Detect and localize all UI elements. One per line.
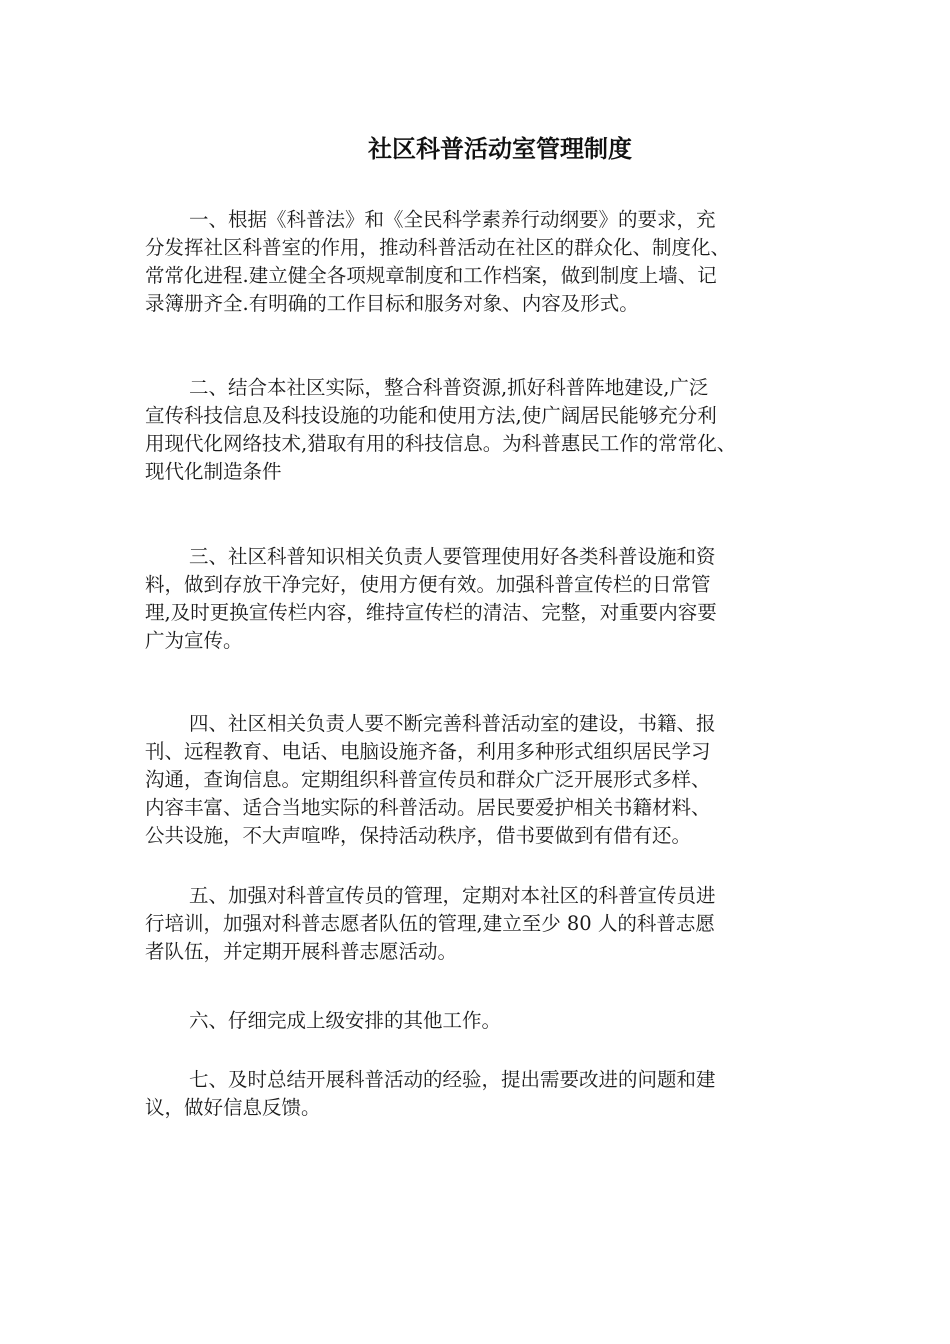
- paragraph-line: 沟通，查询信息。定期组织科普宣传员和群众广泛开展形式多样、: [145, 768, 711, 791]
- paragraph-line: 常常化进程.建立健全各项规章制度和工作档案，做到制度上墙、记: [145, 264, 717, 287]
- paragraph-line: 议，做好信息反馈。: [145, 1096, 321, 1119]
- paragraph-line: 广为宣传。: [145, 629, 243, 652]
- paragraph-line: 三、社区科普知识相关负责人要管理使用好各类科普设施和资: [189, 545, 716, 568]
- paragraph-1: [145, 204, 815, 316]
- paragraph-line: 分发挥社区科普室的作用，推动科普活动在社区的群众化、制度化、: [145, 236, 731, 259]
- paragraph-line: 内容丰富、适合当地实际的科普活动。居民要爱护相关书籍材料、: [145, 796, 711, 819]
- paragraph-line: 者队伍，并定期开展科普志愿活动。: [145, 940, 458, 963]
- paragraph-line: 录簿册齐全.有明确的工作目标和服务对象、内容及形式。: [145, 292, 639, 315]
- paragraph-line: 宣传科技信息及科技设施的功能和使用方法,使广阔居民能够充分利: [145, 404, 717, 427]
- paragraph-2: [145, 372, 815, 484]
- paragraph-line: 六、仔细完成上级安排的其他工作。: [189, 1009, 502, 1032]
- paragraph-line: 理,及时更换宣传栏内容，维持宣传栏的清洁、完整，对重要内容要: [145, 601, 717, 624]
- paragraph-line: 用现代化网络技术,猎取有用的科技信息。为科普惠民工作的常常化、: [145, 432, 737, 455]
- paragraph-3: [145, 541, 815, 653]
- paragraph-line: 刊、远程教育、电话、电脑设施齐备，利用多种形式组织居民学习: [145, 740, 711, 763]
- paragraph-line: 五、加强对科普宣传员的管理，定期对本社区的科普宣传员进: [189, 884, 716, 907]
- paragraph-line: 公共设施，不大声喧哗，保持活动秩序，借书要做到有借有还。: [145, 824, 692, 847]
- paragraph-7: [145, 1064, 815, 1120]
- paragraph-line: 一、根据《科普法》和《全民科学素养行动纲要》的要求，充: [189, 208, 716, 231]
- document-title: 社区科普活动室管理制度: [368, 135, 632, 163]
- paragraph-line: 现代化制造条件: [145, 460, 282, 483]
- paragraph-line: 七、及时总结开展科普活动的经验，提出需要改进的问题和建: [189, 1068, 716, 1091]
- paragraph-line: 四、社区相关负责人要不断完善科普活动室的建设，书籍、报: [189, 712, 716, 735]
- paragraph-line: 行培训，加强对科普志愿者队伍的管理,建立至少 80 人的科普志愿: [145, 912, 715, 935]
- paragraph-4: [145, 708, 815, 848]
- paragraph-5: [145, 880, 815, 964]
- paragraph-line: 二、结合本社区实际，整合科普资源,抓好科普阵地建设,广泛: [189, 376, 709, 399]
- paragraph-6: [145, 1005, 815, 1033]
- paragraph-line: 料，做到存放干净完好，使用方便有效。加强科普宣传栏的日常管: [145, 573, 711, 596]
